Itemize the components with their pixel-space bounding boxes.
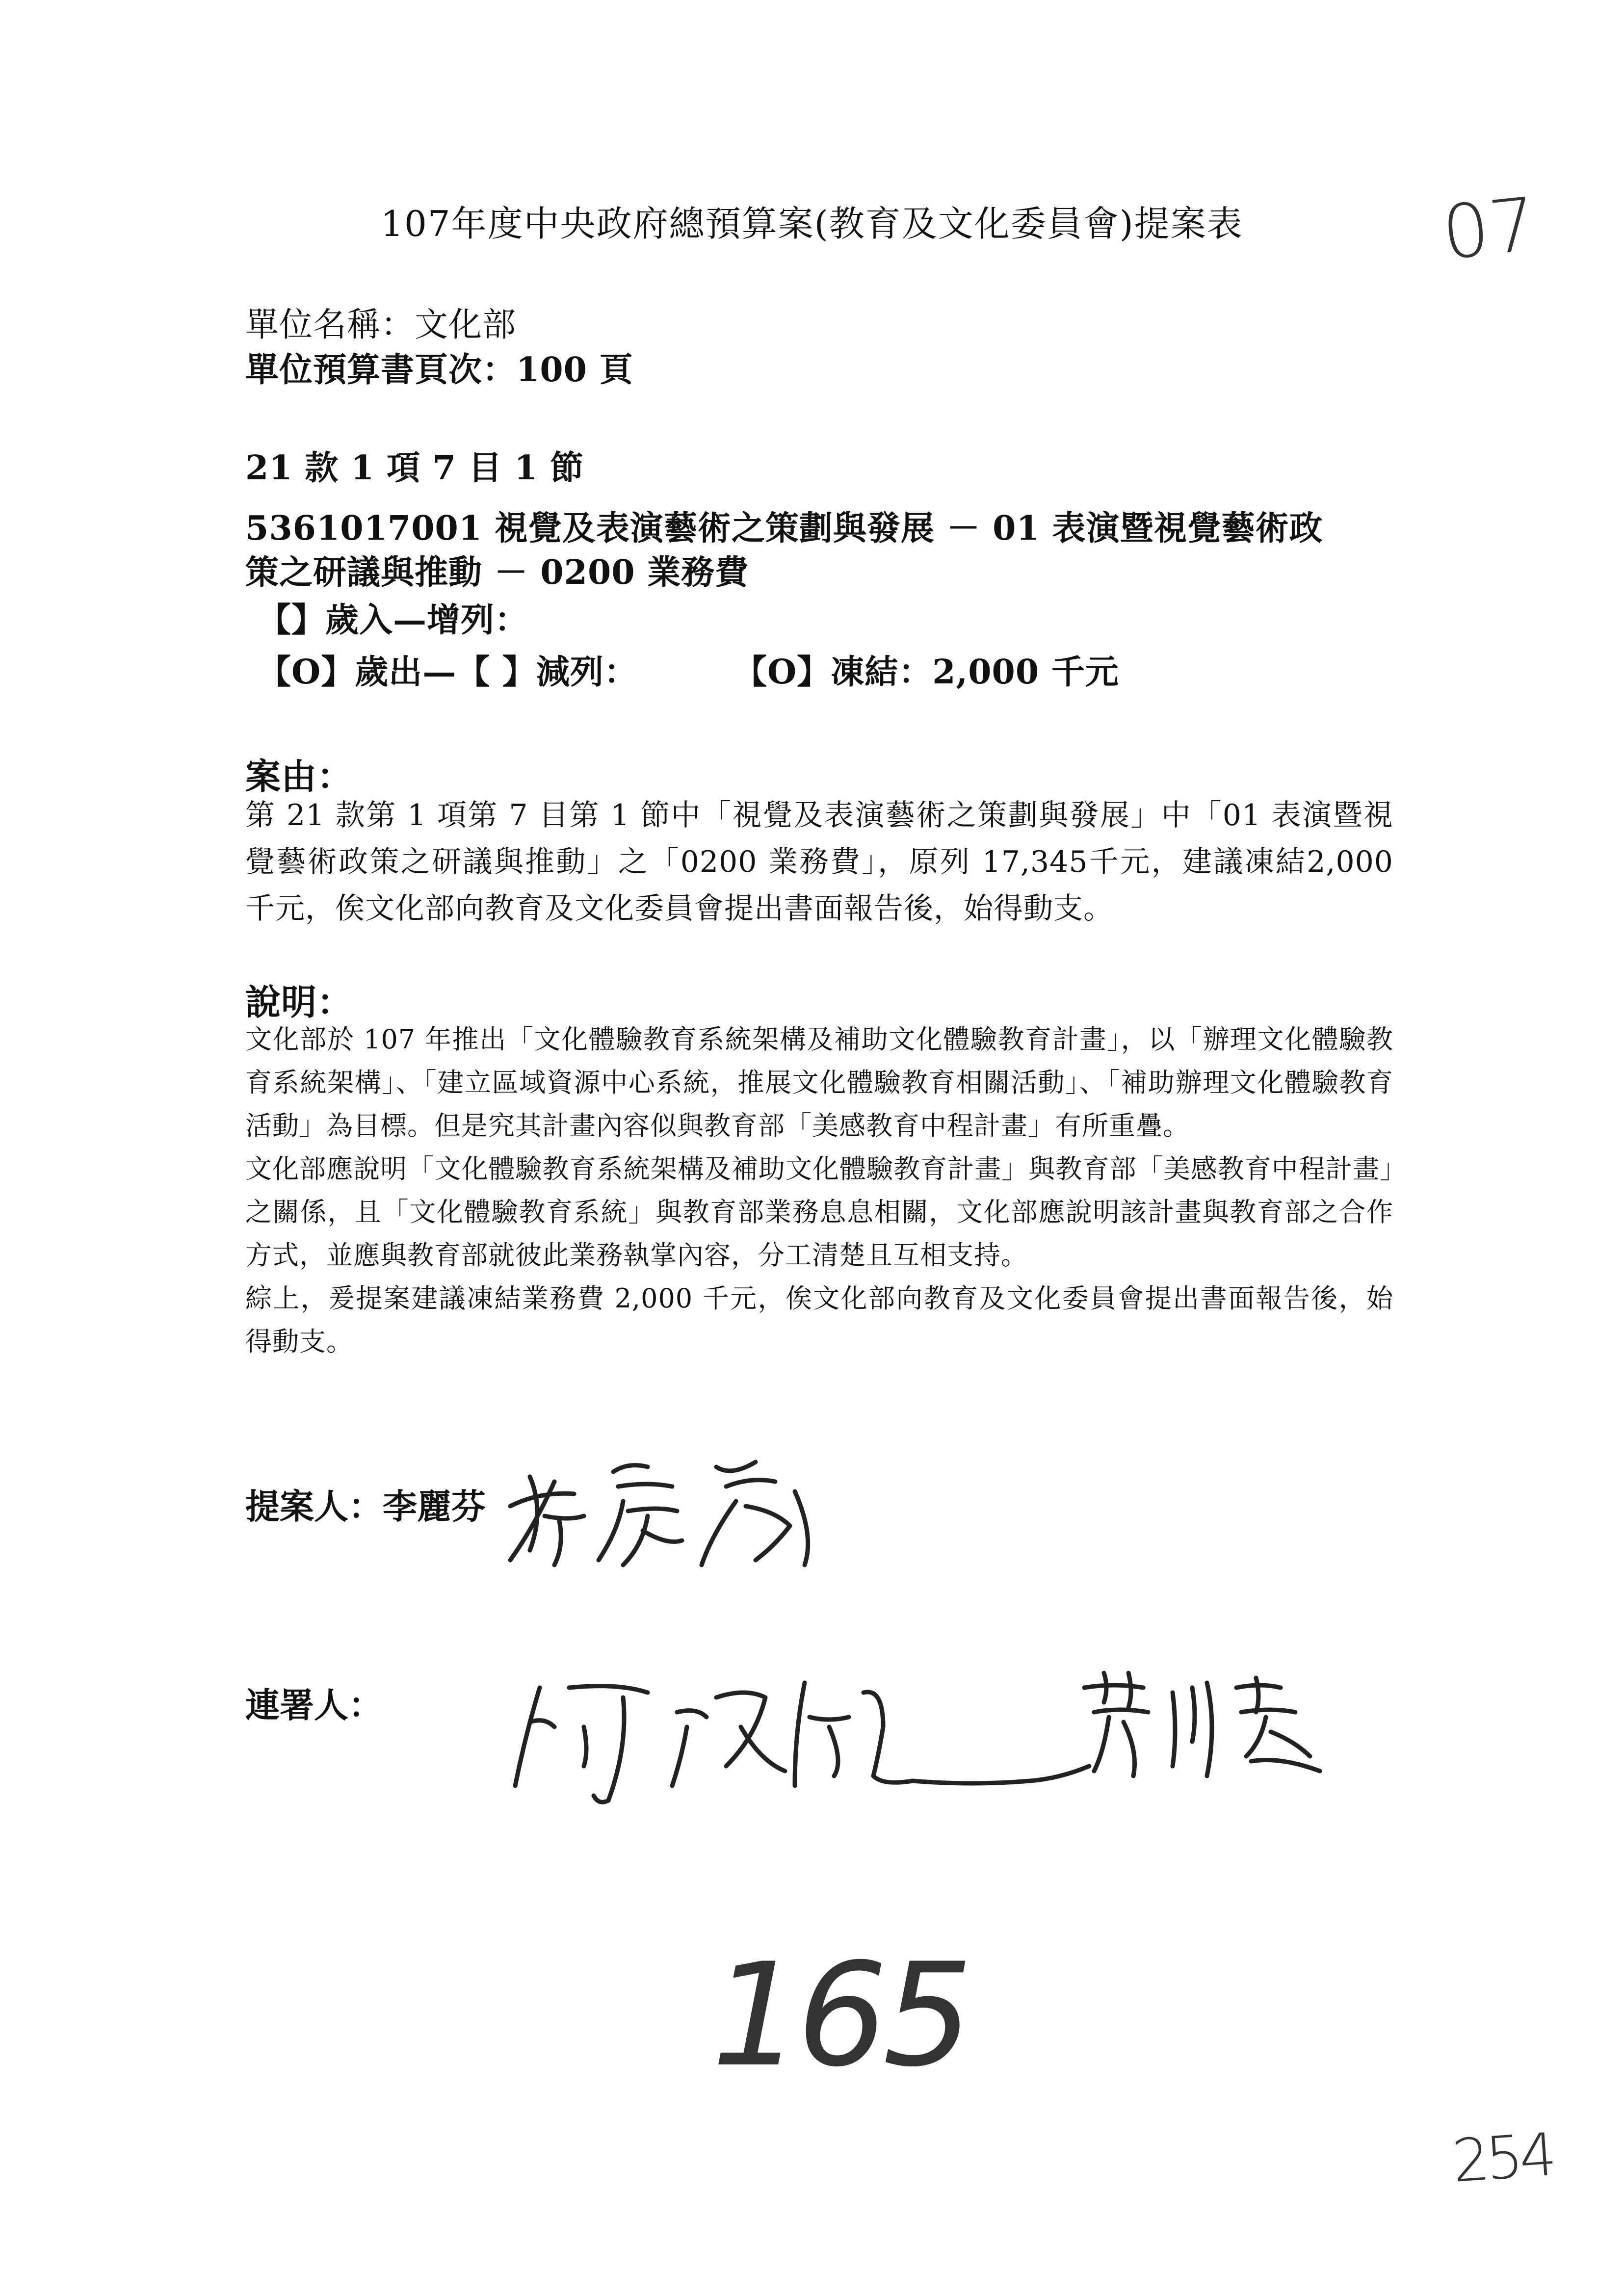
program-line-1: 5361017001 視覺及表演藝術之策劃與發展 － 01 表演暨視覺藝術政 [245, 509, 1323, 548]
reason-text [245, 792, 1393, 932]
proposer-row [245, 1479, 486, 1529]
cosigner-signature-2 [1074, 1658, 1339, 1788]
explanation-paragraph-1: 文化部於 107 年推出「文化體驗教育系統架構及補助文化體驗教育計畫」，以「辦理文化體驗教育系統架構」、「建立區域資源中心系統，推展文化體驗教育相關活動」、「補助辦理文化體驗教育活動」為目標。但是究其計畫內容似與教育部「美感教育中程計畫」有所重疊。 [245, 1024, 1393, 1141]
handwritten-corner-mark-bottom: 254 [1450, 2121, 1555, 2196]
explanation-paragraph-2: 文化部應說明「文化體驗教育系統架構及補助文化體驗教育計畫」與教育部「美感教育中程計畫」之關係，且「文化體驗教育系統」與教育部業務息息相關，文化部應說明該計畫與教育部之合作方式，並應與教育部就彼此業務執掌內容，分工清楚且互相支持。 [245, 1153, 1393, 1271]
expenditure-line-part2: 【O】凍結：2,000 千元 [733, 652, 1119, 692]
explanation-paragraph-3: 綜上，爰提案建議凍結業務費 2,000 千元，俟文化部向教育及文化委員會提出書面報告後，始得動支。 [245, 1283, 1393, 1357]
unit-row [245, 298, 516, 346]
cosigners-label: 連署人： [245, 1685, 383, 1725]
proposer-name: 李麗芬 [383, 1486, 486, 1527]
unit-name: 文化部 [415, 306, 517, 344]
cosigner-signature-1 [510, 1658, 1099, 1817]
explanation-heading: 說明： [245, 981, 353, 1023]
budget-page-value: 100 頁 [516, 350, 633, 390]
revenue-line: 【】歲入—增列： [258, 600, 529, 640]
program-line-2: 策之研議與推動 － 0200 業務費 [245, 553, 749, 592]
handwritten-page-number: 165 [711, 1933, 969, 2098]
expenditure-line-part1: 【O】歲出—【 】減列： [258, 652, 638, 692]
unit-label: 單位名稱： [245, 306, 415, 344]
explanation-text [245, 1018, 1393, 1363]
handwritten-corner-mark: 07 [1438, 182, 1541, 277]
section-line: 21 款 1 項 7 目 1 節 [245, 448, 584, 488]
budget-page-label: 單位預算書頁次： [245, 350, 517, 390]
document-title: 107年度中央政府總預算案(教育及文化委員會)提案表 [381, 203, 1243, 244]
proposer-signature [500, 1447, 834, 1577]
reason-heading: 案由： [245, 756, 353, 797]
proposer-label: 提案人： [245, 1486, 383, 1527]
budget-page-row [245, 343, 633, 391]
reason-paragraph: 第 21 款第 1 項第 7 目第 1 節中「視覺及表演藝術之策劃與發展」中「01 表演暨視覺藝術政策之研議與推動」之「0200 業務費」，原列 17,345千元，建議凍結2,000 千元，俟文化部向教育及文化委員會提出書面報告後，始得動支。 [245, 798, 1393, 926]
